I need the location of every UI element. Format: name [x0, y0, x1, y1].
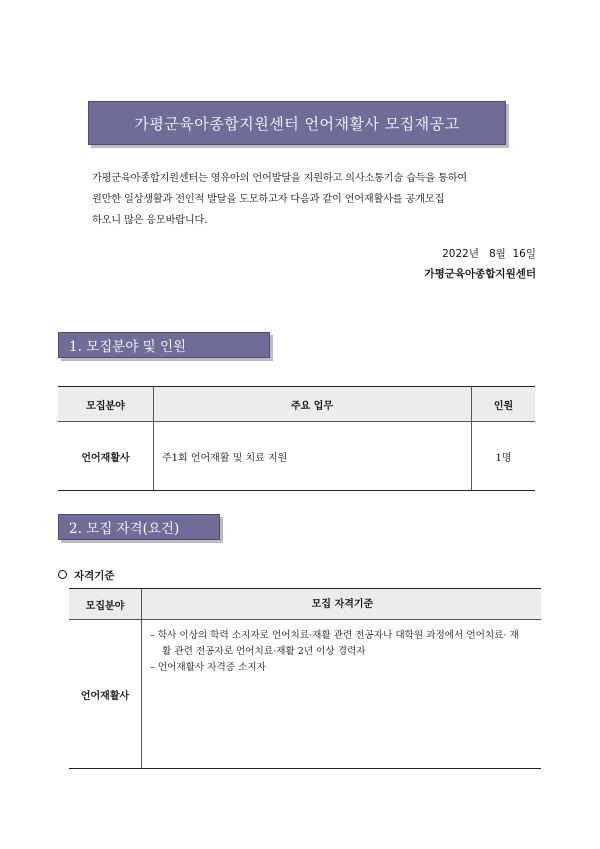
intro-paragraph — [92, 168, 522, 231]
cell-count: 1명 — [472, 422, 536, 491]
section-heading-qualifications: 2. 모집 자격(요건) — [58, 514, 220, 540]
requirement-line: – 언어재활사 자격증 소지자 — [150, 662, 266, 673]
bullet-label: 자격기준 — [74, 570, 115, 582]
intro-line: 원만한 일상생활과 전인적 발달을 도모하고자 다음과 같이 언어재활사를 공개모집 — [92, 194, 445, 205]
header-duty: 주요 업무 — [154, 387, 472, 422]
header-field: 모집분야 — [69, 589, 142, 620]
header-field: 모집분야 — [58, 387, 154, 422]
announcement-title: 가평군육아종합지원센터 언어재활사 모집재공고 — [88, 101, 506, 145]
qualification-table — [69, 588, 541, 769]
circle-bullet-icon — [58, 570, 67, 579]
announcement-date: 2022년 8월 16일 — [442, 248, 536, 260]
requirement-line: 활 관련 전공자로 언어치료·재활 2년 이상 경력자 — [162, 646, 366, 657]
cell-field: 언어재활사 — [58, 422, 154, 491]
recruitment-table — [58, 386, 535, 491]
header-count: 인원 — [472, 387, 536, 422]
section-heading-recruitment: 1. 모집분야 및 인원 — [58, 332, 270, 358]
cell-field: 언어재활사 — [69, 620, 142, 769]
qualification-bullet — [58, 568, 115, 583]
table-row — [69, 620, 541, 769]
table-header-row — [69, 589, 541, 620]
table-header-row — [58, 387, 535, 422]
header-criteria: 모집 자격기준 — [142, 589, 542, 620]
cell-duty: 주1회 언어재활 및 치료 지원 — [154, 422, 472, 491]
organization-name: 가평군육아종합지원센터 — [424, 268, 536, 280]
table-row — [58, 422, 535, 491]
intro-line: 하오니 많은 응모바랍니다. — [92, 215, 208, 226]
requirement-line: – 학사 이상의 학력 소지자로 언어치료·재활 관련 전공자나 대학원 과정에서 언어치료· 재 — [150, 630, 519, 641]
intro-line: 가평군육아종합지원센터는 영유아의 언어발달을 지원하고 의사소통기술 습득을 통하여 — [92, 173, 467, 184]
cell-criteria — [142, 620, 542, 769]
